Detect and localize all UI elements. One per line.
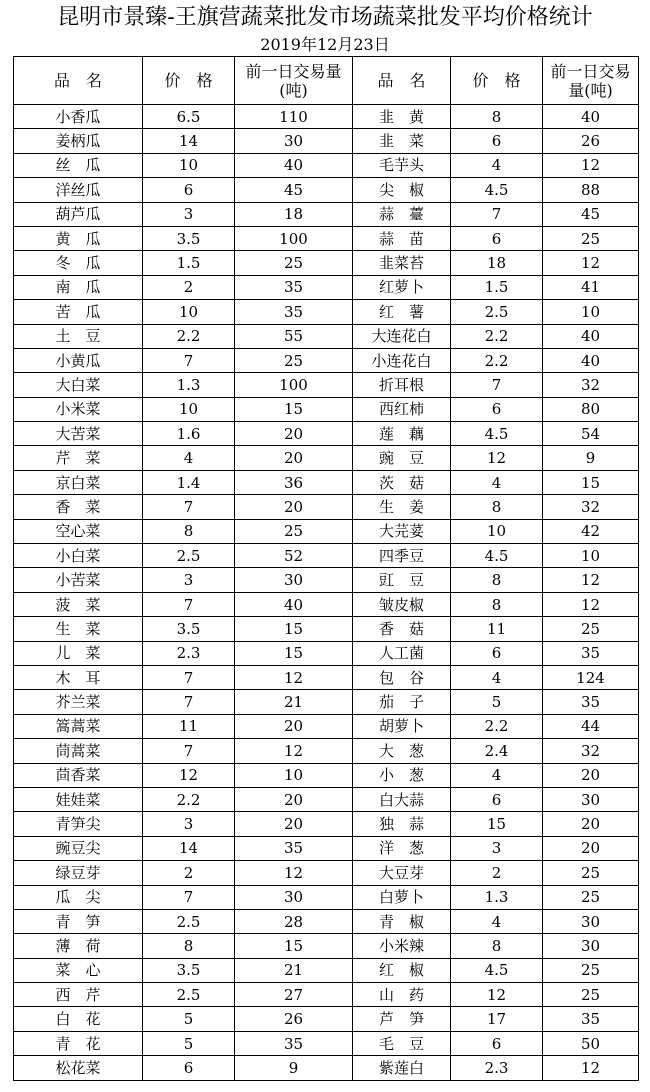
table-row xyxy=(14,348,639,372)
cell-volume-left: 12 xyxy=(235,861,353,885)
cell-name-right: 紫莲白 xyxy=(353,1056,451,1080)
cell-price-left: 3.5 xyxy=(143,226,235,250)
table-row xyxy=(14,885,639,909)
cell-name-left: 菠 菜 xyxy=(14,592,143,616)
cell-price-right: 8 xyxy=(451,934,543,958)
cell-name-left: 黄 瓜 xyxy=(14,226,143,250)
cell-volume-left: 100 xyxy=(235,226,353,250)
cell-price-right: 4.5 xyxy=(451,544,543,568)
cell-volume-left: 20 xyxy=(235,812,353,836)
cell-price-right: 15 xyxy=(451,812,543,836)
cell-name-right: 茄 子 xyxy=(353,690,451,714)
cell-volume-right: 35 xyxy=(543,690,639,714)
header-volume-left: 前一日交易量(吨) xyxy=(235,57,353,105)
cell-name-left: 生 菜 xyxy=(14,617,143,641)
cell-name-right: 韭 黄 xyxy=(353,105,451,129)
cell-volume-right: 42 xyxy=(543,519,639,543)
table-body xyxy=(14,105,639,1081)
cell-price-left: 2.5 xyxy=(143,909,235,933)
cell-price-right: 3 xyxy=(451,836,543,860)
table-row xyxy=(14,1031,639,1055)
cell-price-right: 6 xyxy=(451,641,543,665)
cell-price-right: 2.5 xyxy=(451,300,543,324)
cell-name-right: 白大蒜 xyxy=(353,787,451,811)
cell-price-right: 11 xyxy=(451,617,543,641)
cell-name-right: 莲 藕 xyxy=(353,422,451,446)
cell-volume-left: 27 xyxy=(235,983,353,1007)
cell-price-right: 4 xyxy=(451,763,543,787)
cell-volume-left: 25 xyxy=(235,348,353,372)
cell-volume-right: 12 xyxy=(543,153,639,177)
cell-price-right: 1.3 xyxy=(451,885,543,909)
cell-name-left: 小白菜 xyxy=(14,544,143,568)
cell-volume-right: 30 xyxy=(543,934,639,958)
cell-volume-right: 80 xyxy=(543,397,639,421)
cell-price-right: 12 xyxy=(451,983,543,1007)
cell-volume-right: 40 xyxy=(543,105,639,129)
cell-price-right: 2.4 xyxy=(451,739,543,763)
table-row xyxy=(14,226,639,250)
cell-price-right: 7 xyxy=(451,373,543,397)
cell-volume-right: 20 xyxy=(543,812,639,836)
cell-name-left: 土 豆 xyxy=(14,324,143,348)
cell-name-right: 小米辣 xyxy=(353,934,451,958)
cell-price-right: 18 xyxy=(451,251,543,275)
cell-volume-right: 12 xyxy=(543,1056,639,1080)
cell-volume-left: 40 xyxy=(235,153,353,177)
table-row xyxy=(14,544,639,568)
cell-name-right: 皱皮椒 xyxy=(353,592,451,616)
cell-price-left: 10 xyxy=(143,300,235,324)
cell-name-right: 人工菌 xyxy=(353,641,451,665)
cell-name-right: 大芫荽 xyxy=(353,519,451,543)
cell-name-right: 茨 菇 xyxy=(353,470,451,494)
cell-name-right: 毛芋头 xyxy=(353,153,451,177)
cell-price-right: 4 xyxy=(451,665,543,689)
cell-name-right: 红 薯 xyxy=(353,300,451,324)
cell-price-left: 6 xyxy=(143,1056,235,1080)
cell-volume-right: 25 xyxy=(543,226,639,250)
cell-volume-left: 30 xyxy=(235,568,353,592)
header-name-right: 品 名 xyxy=(353,57,451,105)
cell-name-right: 青 椒 xyxy=(353,909,451,933)
cell-volume-right: 26 xyxy=(543,129,639,153)
cell-name-right: 包 谷 xyxy=(353,665,451,689)
cell-volume-right: 12 xyxy=(543,568,639,592)
cell-price-left: 7 xyxy=(143,592,235,616)
cell-volume-right: 32 xyxy=(543,739,639,763)
cell-name-left: 木 耳 xyxy=(14,665,143,689)
cell-name-left: 苦 瓜 xyxy=(14,300,143,324)
cell-price-right: 8 xyxy=(451,568,543,592)
cell-name-left: 茴香菜 xyxy=(14,763,143,787)
cell-price-right: 2.3 xyxy=(451,1056,543,1080)
cell-price-right: 2.2 xyxy=(451,348,543,372)
cell-name-right: 蒜 薹 xyxy=(353,202,451,226)
header-price-left: 价 格 xyxy=(143,57,235,105)
cell-volume-left: 35 xyxy=(235,275,353,299)
cell-volume-right: 88 xyxy=(543,178,639,202)
cell-name-left: 冬 瓜 xyxy=(14,251,143,275)
cell-price-right: 17 xyxy=(451,1007,543,1031)
cell-volume-right: 9 xyxy=(543,446,639,470)
cell-price-left: 3.5 xyxy=(143,958,235,982)
cell-name-right: 尖 椒 xyxy=(353,178,451,202)
table-row xyxy=(14,1007,639,1031)
table-row xyxy=(14,324,639,348)
cell-name-left: 篙蒿菜 xyxy=(14,714,143,738)
cell-name-right: 蒜 苗 xyxy=(353,226,451,250)
cell-name-right: 香 菇 xyxy=(353,617,451,641)
cell-price-right: 2.2 xyxy=(451,324,543,348)
cell-volume-left: 21 xyxy=(235,690,353,714)
cell-name-left: 小香瓜 xyxy=(14,105,143,129)
cell-price-left: 7 xyxy=(143,495,235,519)
table-row xyxy=(14,446,639,470)
cell-price-left: 8 xyxy=(143,519,235,543)
cell-volume-left: 55 xyxy=(235,324,353,348)
cell-volume-right: 32 xyxy=(543,373,639,397)
cell-name-right: 西红柿 xyxy=(353,397,451,421)
cell-volume-left: 20 xyxy=(235,714,353,738)
cell-price-right: 4 xyxy=(451,470,543,494)
table-row xyxy=(14,470,639,494)
cell-name-left: 菜 心 xyxy=(14,958,143,982)
cell-name-left: 豌豆尖 xyxy=(14,836,143,860)
cell-volume-left: 15 xyxy=(235,397,353,421)
cell-volume-right: 25 xyxy=(543,885,639,909)
table-row xyxy=(14,958,639,982)
cell-name-left: 娃娃菜 xyxy=(14,787,143,811)
cell-name-right: 韭 菜 xyxy=(353,129,451,153)
cell-volume-right: 35 xyxy=(543,1007,639,1031)
cell-name-left: 绿豆芽 xyxy=(14,861,143,885)
cell-price-right: 8 xyxy=(451,495,543,519)
cell-price-right: 6 xyxy=(451,397,543,421)
cell-volume-left: 110 xyxy=(235,105,353,129)
table-row xyxy=(14,836,639,860)
cell-price-left: 12 xyxy=(143,763,235,787)
cell-name-right: 芦 笋 xyxy=(353,1007,451,1031)
table-row xyxy=(14,519,639,543)
cell-name-right: 大豆芽 xyxy=(353,861,451,885)
cell-name-right: 折耳根 xyxy=(353,373,451,397)
cell-price-right: 2 xyxy=(451,861,543,885)
cell-price-left: 2 xyxy=(143,861,235,885)
cell-price-right: 1.5 xyxy=(451,275,543,299)
cell-price-left: 2.2 xyxy=(143,787,235,811)
cell-name-right: 豌 豆 xyxy=(353,446,451,470)
header-volume-right: 前一日交易量(吨) xyxy=(543,57,639,105)
table-row xyxy=(14,861,639,885)
cell-price-right: 8 xyxy=(451,592,543,616)
cell-volume-left: 30 xyxy=(235,129,353,153)
cell-name-left: 瓜 尖 xyxy=(14,885,143,909)
table-row xyxy=(14,397,639,421)
cell-volume-right: 32 xyxy=(543,495,639,519)
cell-price-right: 8 xyxy=(451,105,543,129)
cell-price-right: 7 xyxy=(451,202,543,226)
cell-volume-right: 30 xyxy=(543,909,639,933)
cell-volume-right: 15 xyxy=(543,470,639,494)
table-row xyxy=(14,714,639,738)
cell-price-left: 1.3 xyxy=(143,373,235,397)
cell-name-left: 大白菜 xyxy=(14,373,143,397)
cell-volume-left: 25 xyxy=(235,519,353,543)
cell-volume-left: 36 xyxy=(235,470,353,494)
cell-price-left: 3 xyxy=(143,568,235,592)
cell-price-left: 14 xyxy=(143,129,235,153)
table-row xyxy=(14,202,639,226)
document-title: 昆明市景臻-王旗营蔬菜批发市场蔬菜批发平均价格统计 xyxy=(57,5,593,30)
table-row xyxy=(14,787,639,811)
cell-volume-left: 35 xyxy=(235,836,353,860)
cell-volume-left: 30 xyxy=(235,885,353,909)
cell-price-right: 4 xyxy=(451,153,543,177)
cell-price-left: 10 xyxy=(143,397,235,421)
cell-name-left: 松花菜 xyxy=(14,1056,143,1080)
cell-name-right: 大连花白 xyxy=(353,324,451,348)
cell-price-left: 14 xyxy=(143,836,235,860)
table-row xyxy=(14,1056,639,1080)
cell-volume-left: 40 xyxy=(235,592,353,616)
cell-price-left: 6 xyxy=(143,178,235,202)
cell-volume-right: 40 xyxy=(543,324,639,348)
cell-name-right: 山 药 xyxy=(353,983,451,1007)
cell-price-right: 4 xyxy=(451,909,543,933)
table-row xyxy=(14,568,639,592)
cell-volume-left: 20 xyxy=(235,446,353,470)
cell-price-right: 2.2 xyxy=(451,714,543,738)
cell-name-right: 韭菜苔 xyxy=(353,251,451,275)
cell-name-left: 洋丝瓜 xyxy=(14,178,143,202)
cell-volume-right: 40 xyxy=(543,348,639,372)
cell-volume-right: 41 xyxy=(543,275,639,299)
cell-name-right: 洋 葱 xyxy=(353,836,451,860)
header-name-left: 品 名 xyxy=(14,57,143,105)
cell-price-right: 6 xyxy=(451,129,543,153)
cell-name-right: 独 蒜 xyxy=(353,812,451,836)
cell-name-left: 京白菜 xyxy=(14,470,143,494)
cell-name-right: 豇 豆 xyxy=(353,568,451,592)
cell-volume-left: 26 xyxy=(235,1007,353,1031)
cell-name-left: 小米菜 xyxy=(14,397,143,421)
cell-name-right: 红萝卜 xyxy=(353,275,451,299)
cell-price-right: 6 xyxy=(451,226,543,250)
cell-volume-left: 15 xyxy=(235,617,353,641)
cell-price-right: 5 xyxy=(451,690,543,714)
cell-volume-right: 30 xyxy=(543,787,639,811)
table-row xyxy=(14,983,639,1007)
cell-volume-left: 20 xyxy=(235,495,353,519)
header-price-right: 价 格 xyxy=(451,57,543,105)
cell-volume-left: 35 xyxy=(235,1031,353,1055)
cell-name-left: 薄 荷 xyxy=(14,934,143,958)
table-row xyxy=(14,422,639,446)
cell-volume-left: 15 xyxy=(235,641,353,665)
cell-name-left: 茼蒿菜 xyxy=(14,739,143,763)
cell-price-left: 7 xyxy=(143,665,235,689)
cell-price-left: 7 xyxy=(143,885,235,909)
table-row xyxy=(14,641,639,665)
cell-volume-left: 10 xyxy=(235,763,353,787)
cell-price-left: 2.3 xyxy=(143,641,235,665)
cell-name-left: 芹 菜 xyxy=(14,446,143,470)
table-row xyxy=(14,812,639,836)
cell-volume-left: 12 xyxy=(235,739,353,763)
table-row xyxy=(14,739,639,763)
cell-name-right: 四季豆 xyxy=(353,544,451,568)
cell-price-left: 7 xyxy=(143,690,235,714)
cell-name-left: 葫芦瓜 xyxy=(14,202,143,226)
cell-volume-right: 25 xyxy=(543,617,639,641)
table-row xyxy=(14,153,639,177)
cell-price-left: 1.6 xyxy=(143,422,235,446)
cell-volume-right: 54 xyxy=(543,422,639,446)
cell-volume-left: 25 xyxy=(235,251,353,275)
cell-volume-left: 28 xyxy=(235,909,353,933)
cell-volume-left: 15 xyxy=(235,934,353,958)
cell-name-left: 姜柄瓜 xyxy=(14,129,143,153)
cell-volume-right: 12 xyxy=(543,251,639,275)
table-row xyxy=(14,909,639,933)
cell-name-left: 青 花 xyxy=(14,1031,143,1055)
cell-price-left: 10 xyxy=(143,153,235,177)
table-row xyxy=(14,275,639,299)
cell-price-right: 4.5 xyxy=(451,422,543,446)
cell-volume-left: 18 xyxy=(235,202,353,226)
cell-volume-left: 12 xyxy=(235,665,353,689)
cell-volume-left: 21 xyxy=(235,958,353,982)
cell-price-left: 8 xyxy=(143,934,235,958)
table-row xyxy=(14,665,639,689)
cell-volume-left: 100 xyxy=(235,373,353,397)
table-row xyxy=(14,495,639,519)
cell-price-left: 2.5 xyxy=(143,983,235,1007)
cell-volume-right: 124 xyxy=(543,665,639,689)
cell-volume-left: 52 xyxy=(235,544,353,568)
cell-price-right: 6 xyxy=(451,1031,543,1055)
cell-volume-left: 35 xyxy=(235,300,353,324)
cell-price-left: 2 xyxy=(143,275,235,299)
cell-price-right: 12 xyxy=(451,446,543,470)
cell-volume-left: 45 xyxy=(235,178,353,202)
cell-name-left: 青笋尖 xyxy=(14,812,143,836)
cell-price-left: 3 xyxy=(143,812,235,836)
document-date: 2019年12月23日 xyxy=(260,35,390,54)
cell-name-right: 红 椒 xyxy=(353,958,451,982)
table-row xyxy=(14,934,639,958)
table-row xyxy=(14,251,639,275)
table-row xyxy=(14,592,639,616)
cell-volume-right: 20 xyxy=(543,836,639,860)
table-row xyxy=(14,690,639,714)
cell-volume-right: 25 xyxy=(543,983,639,1007)
cell-price-left: 3.5 xyxy=(143,617,235,641)
cell-price-left: 2.2 xyxy=(143,324,235,348)
cell-name-left: 空心菜 xyxy=(14,519,143,543)
cell-price-right: 6 xyxy=(451,787,543,811)
cell-price-left: 5 xyxy=(143,1031,235,1055)
cell-name-right: 小 葱 xyxy=(353,763,451,787)
cell-volume-right: 25 xyxy=(543,958,639,982)
cell-price-left: 7 xyxy=(143,739,235,763)
cell-price-left: 11 xyxy=(143,714,235,738)
cell-price-left: 1.5 xyxy=(143,251,235,275)
cell-volume-left: 20 xyxy=(235,787,353,811)
cell-volume-right: 35 xyxy=(543,641,639,665)
cell-price-left: 6.5 xyxy=(143,105,235,129)
cell-volume-right: 20 xyxy=(543,763,639,787)
table-header-row xyxy=(14,57,639,105)
cell-volume-right: 50 xyxy=(543,1031,639,1055)
table-row xyxy=(14,129,639,153)
table-row xyxy=(14,178,639,202)
cell-name-left: 南 瓜 xyxy=(14,275,143,299)
cell-name-right: 生 姜 xyxy=(353,495,451,519)
cell-name-left: 丝 瓜 xyxy=(14,153,143,177)
cell-name-left: 大苦菜 xyxy=(14,422,143,446)
cell-volume-right: 45 xyxy=(543,202,639,226)
cell-volume-right: 12 xyxy=(543,592,639,616)
cell-volume-right: 10 xyxy=(543,544,639,568)
cell-name-left: 小苦菜 xyxy=(14,568,143,592)
cell-volume-right: 25 xyxy=(543,861,639,885)
table-row xyxy=(14,617,639,641)
cell-volume-left: 9 xyxy=(235,1056,353,1080)
cell-name-left: 芥兰菜 xyxy=(14,690,143,714)
cell-name-left: 青 笋 xyxy=(14,909,143,933)
cell-volume-left: 20 xyxy=(235,422,353,446)
cell-price-left: 3 xyxy=(143,202,235,226)
cell-price-right: 10 xyxy=(451,519,543,543)
cell-price-left: 2.5 xyxy=(143,544,235,568)
table-row xyxy=(14,373,639,397)
cell-name-right: 白萝卜 xyxy=(353,885,451,909)
cell-volume-right: 44 xyxy=(543,714,639,738)
cell-name-right: 大 葱 xyxy=(353,739,451,763)
cell-price-left: 4 xyxy=(143,446,235,470)
cell-price-left: 1.4 xyxy=(143,470,235,494)
cell-name-left: 小黄瓜 xyxy=(14,348,143,372)
cell-name-right: 小连花白 xyxy=(353,348,451,372)
cell-name-right: 毛 豆 xyxy=(353,1031,451,1055)
cell-name-left: 白 花 xyxy=(14,1007,143,1031)
cell-name-right: 胡萝卜 xyxy=(353,714,451,738)
cell-volume-right: 10 xyxy=(543,300,639,324)
cell-price-left: 5 xyxy=(143,1007,235,1031)
price-table xyxy=(13,56,639,1081)
cell-price-right: 4.5 xyxy=(451,958,543,982)
cell-name-left: 香 菜 xyxy=(14,495,143,519)
cell-name-left: 西 芹 xyxy=(14,983,143,1007)
cell-price-left: 7 xyxy=(143,348,235,372)
table-row xyxy=(14,300,639,324)
cell-price-right: 4.5 xyxy=(451,178,543,202)
table-row xyxy=(14,763,639,787)
cell-name-left: 儿 菜 xyxy=(14,641,143,665)
table-row xyxy=(14,105,639,129)
